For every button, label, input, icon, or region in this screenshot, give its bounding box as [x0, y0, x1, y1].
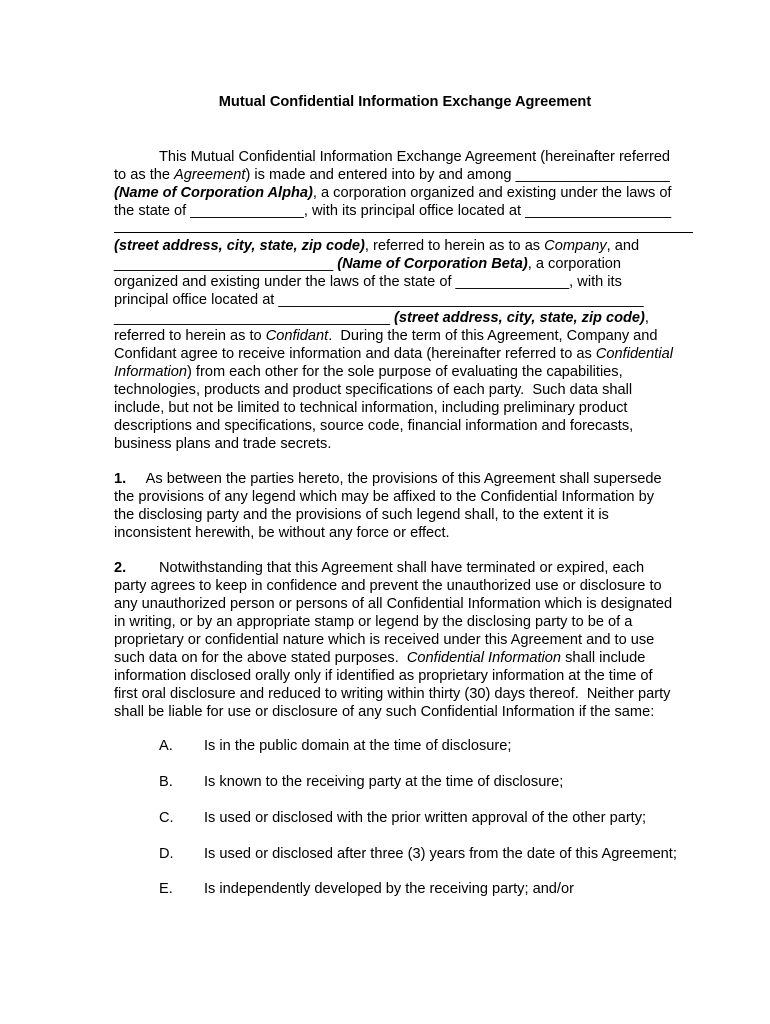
intro-line: (Name of Corporation Alpha), a corporation organized and existing under the laws of: [114, 185, 672, 201]
section-number: 2.: [114, 560, 127, 576]
intro-line: technologies, products and product specifications of each party. Such data shall: [114, 382, 633, 398]
section-number: 1.: [114, 471, 127, 487]
intro-line: (street address, city, state, zip code), referred to herein as to as Company, and: [114, 238, 640, 254]
address-blank-line: [114, 232, 693, 233]
intro-line: Information) from each other for the sole purpose of evaluating the capabilities,: [114, 364, 623, 380]
section-2-line: shall be liable for use or disclosure of any such Confidential Information if the same:: [114, 704, 655, 720]
section-2-line: information disclosed orally only if identified as proprietary information at the time of: [114, 668, 653, 684]
intro-line: business plans and trade secrets.: [114, 436, 332, 452]
item-letter: C.: [159, 810, 174, 826]
section-1-line: the disclosing party and the provisions of such legend shall, to the extent it is: [114, 507, 609, 523]
section-1-line: 1. As between the parties hereto, the provisions of this Agreement shall supersede: [114, 471, 662, 487]
section-2-line: first oral disclosure and reduced to writing within thirty (30) days thereof. Neither party: [114, 686, 671, 702]
intro-line: to as the Agreement) is made and entered into by and among ___________________: [114, 167, 670, 183]
section-2-line: any unauthorized person or persons of all Confidential Information which is designated: [114, 596, 673, 612]
intro-line: Confidant agree to receive information and data (hereinafter referred to as Confidential: [114, 346, 673, 362]
item-letter: E.: [159, 881, 173, 897]
document-title: Mutual Confidential Information Exchange Agreement: [218, 94, 592, 110]
item-text: Is in the public domain at the time of disclosure;: [204, 738, 512, 754]
section-2-line: in writing, or by an appropriate stamp or legend by the disclosing party to be of a: [114, 614, 633, 630]
section-2-line: proprietary or confidential nature which is received under this Agreement and to use: [114, 632, 655, 648]
section-2-line: Notwithstanding that this Agreement shall have terminated or expired, each: [159, 560, 645, 576]
intro-line: ___________________________ (Name of Corporation Beta), a corporation: [114, 256, 622, 272]
item-letter: B.: [159, 774, 173, 790]
item-letter: D.: [159, 846, 174, 862]
item-text: Is used or disclosed with the prior written approval of the other party;: [204, 810, 647, 826]
intro-line: descriptions and specifications, source code, financial information and forecasts,: [114, 418, 634, 434]
item-letter: A.: [159, 738, 173, 754]
section-2-line: [114, 559, 126, 577]
intro-line: __________________________________ (street address, city, state, zip code),: [114, 310, 649, 326]
intro-line: the state of ______________, with its principal office located at __________________: [114, 203, 672, 219]
section-1-line: inconsistent herewith, be without any force or effect.: [114, 525, 450, 541]
intro-line: This Mutual Confidential Information Exchange Agreement (hereinafter referred: [159, 149, 671, 165]
intro-line: referred to herein as to Confidant. During the term of this Agreement, Company and: [114, 328, 658, 344]
item-text: Is used or disclosed after three (3) years from the date of this Agreement;: [204, 846, 677, 862]
section-2-line: party agrees to keep in confidence and prevent the unauthorized use or disclosure to: [114, 578, 662, 594]
section-1-line: the provisions of any legend which may be affixed to the Confidential Information by: [114, 489, 655, 505]
item-text: Is known to the receiving party at the time of disclosure;: [204, 774, 564, 790]
section-2-line: such data on for the above stated purposes. Confidential Information shall include: [114, 650, 646, 666]
item-text: Is independently developed by the receiving party; and/or: [204, 881, 574, 897]
intro-line: include, but not be limited to technical information, including preliminary product: [114, 400, 628, 416]
intro-line: organized and existing under the laws of the state of ______________, with its: [114, 274, 622, 290]
intro-line: principal office located at _____________________________________________: [114, 292, 644, 308]
